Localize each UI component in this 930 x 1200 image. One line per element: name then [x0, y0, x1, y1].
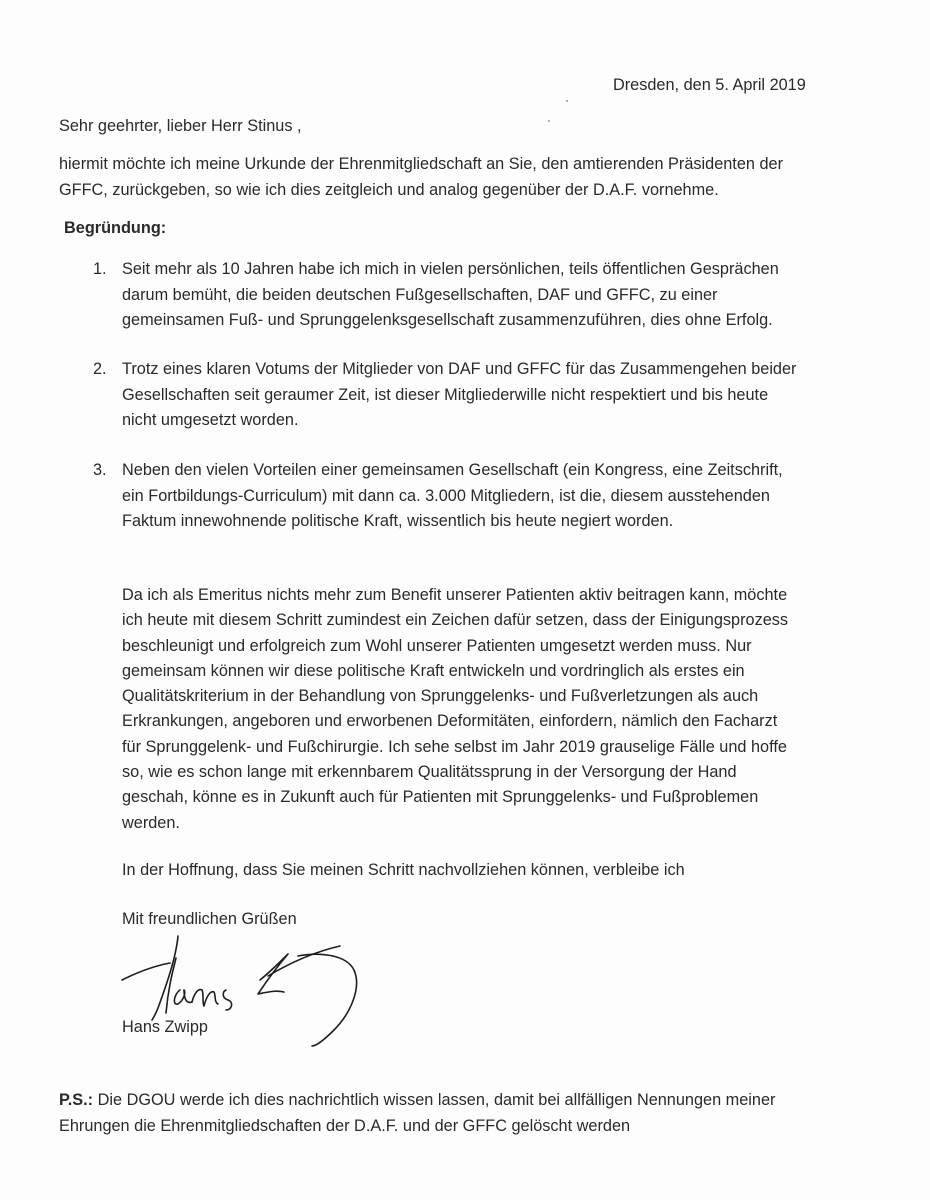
reason-line: Neben den vielen Vorteilen einer gemeinsamen Gesellschaft (ein Kongress, eine Zeitschrift, [122, 461, 783, 479]
reason-number: 2. [93, 360, 107, 378]
salutation: Sehr geehrter, lieber Herr Stinus , [59, 117, 302, 135]
body-line: Erkrankungen, angeboren und erworbenen Deformitäten, einfordern, nämlich den Facharzt [122, 712, 778, 731]
reason-number: 3. [93, 461, 107, 479]
intro-paragraph [59, 152, 783, 203]
intro-line: GFFC, zurückgeben, so wie ich dies zeitgleich und analog gegenüber der D.A.F. vornehme. [59, 180, 719, 199]
signatory-name: Hans Zwipp [122, 1018, 208, 1036]
closing-hope: In der Hoffnung, dass Sie meinen Schritt nachvollziehen können, verbleibe ich [122, 861, 685, 879]
reason-line: darum bemüht, die beiden deutschen Fußgesellschaften, DAF und GFFC, zu einer [122, 285, 718, 304]
body-line: Qualitätskriterium in der Behandlung von Sprunggelenks- und Fußverletzungen als auch [122, 687, 759, 706]
body-line: für Sprunggelenk- und Fußchirurgie. Ich sehe selbst im Jahr 2019 grauselige Fälle und hoffe [122, 737, 787, 756]
postscript-text: Die DGOU werde ich dies nachrichtlich wissen lassen, damit bei allfälligen Nennungen meiner [93, 1091, 776, 1109]
reason-line: Gesellschaften seit geraumer Zeit, ist dieser Mitgliederwille nicht respektiert und bis heute [122, 385, 769, 404]
postscript-label: P.S.: [59, 1091, 94, 1109]
reason-item [122, 357, 796, 434]
scan-speck [566, 100, 568, 102]
body-line: so, wie es schon lange mit erkennbarem Qualitätssprung in der Versorgung der Hand [122, 763, 737, 782]
postscript-line: Ehrungen die Ehrenmitgliedschaften der D.A.F. und der GFFC gelöscht werden [59, 1116, 631, 1135]
body-line: geschah, könne es in Zukunft auch für Patienten mit Sprunggelenks- und Fußproblemen [122, 788, 759, 807]
postscript-line [59, 1088, 775, 1114]
body-paragraph [122, 583, 788, 836]
body-line: ich heute mit diesem Schritt zumindest ein Zeichen dafür setzen, dass der Einigungsprozess [122, 611, 789, 630]
reason-line: Seit mehr als 10 Jahren habe ich mich in vielen persönlichen, teils öffentlichen Gesprächen [122, 260, 779, 278]
reason-item [122, 458, 783, 535]
body-line: werden. [122, 813, 180, 832]
reason-number: 1. [93, 260, 107, 278]
intro-line: hiermit möchte ich meine Urkunde der Ehrenmitgliedschaft an Sie, den amtierenden Präsidenten der [59, 155, 783, 173]
date-line: Dresden, den 5. April 2019 [613, 76, 806, 94]
closing-greeting: Mit freundlichen Grüßen [122, 910, 297, 928]
reason-line: ein Fortbildungs-Curriculum) mit dann ca. 3.000 Mitgliedern, ist die, diesem ausstehenden [122, 486, 770, 505]
postscript [59, 1088, 775, 1139]
body-line: Da ich als Emeritus nichts mehr zum Benefit unserer Patienten aktiv beitragen kann, möchte [122, 586, 788, 604]
reason-line: Trotz eines klaren Votums der Mitglieder von DAF und GFFC für das Zusammengehen beider [122, 360, 797, 378]
reason-line: nicht umgesetzt worden. [122, 411, 299, 429]
body-line: gemeinsam können wir diese politische Kraft entwickeln und vordringlich als erstes ein [122, 661, 745, 680]
scan-speck [548, 120, 550, 122]
reason-item [122, 257, 779, 334]
reason-heading: Begründung: [64, 219, 167, 237]
reason-line: Faktum innewohnende politische Kraft, wissentlich bis heute negiert worden. [122, 512, 674, 530]
body-line: beschleunigt und erfolgreich zum Wohl unserer Patienten umgesetzt werden muss. Nur [122, 636, 752, 655]
reason-line: gemeinsamen Fuß- und Sprunggelenksgesellschaft zusammenzuführen, dies ohne Erfolg. [122, 311, 773, 329]
